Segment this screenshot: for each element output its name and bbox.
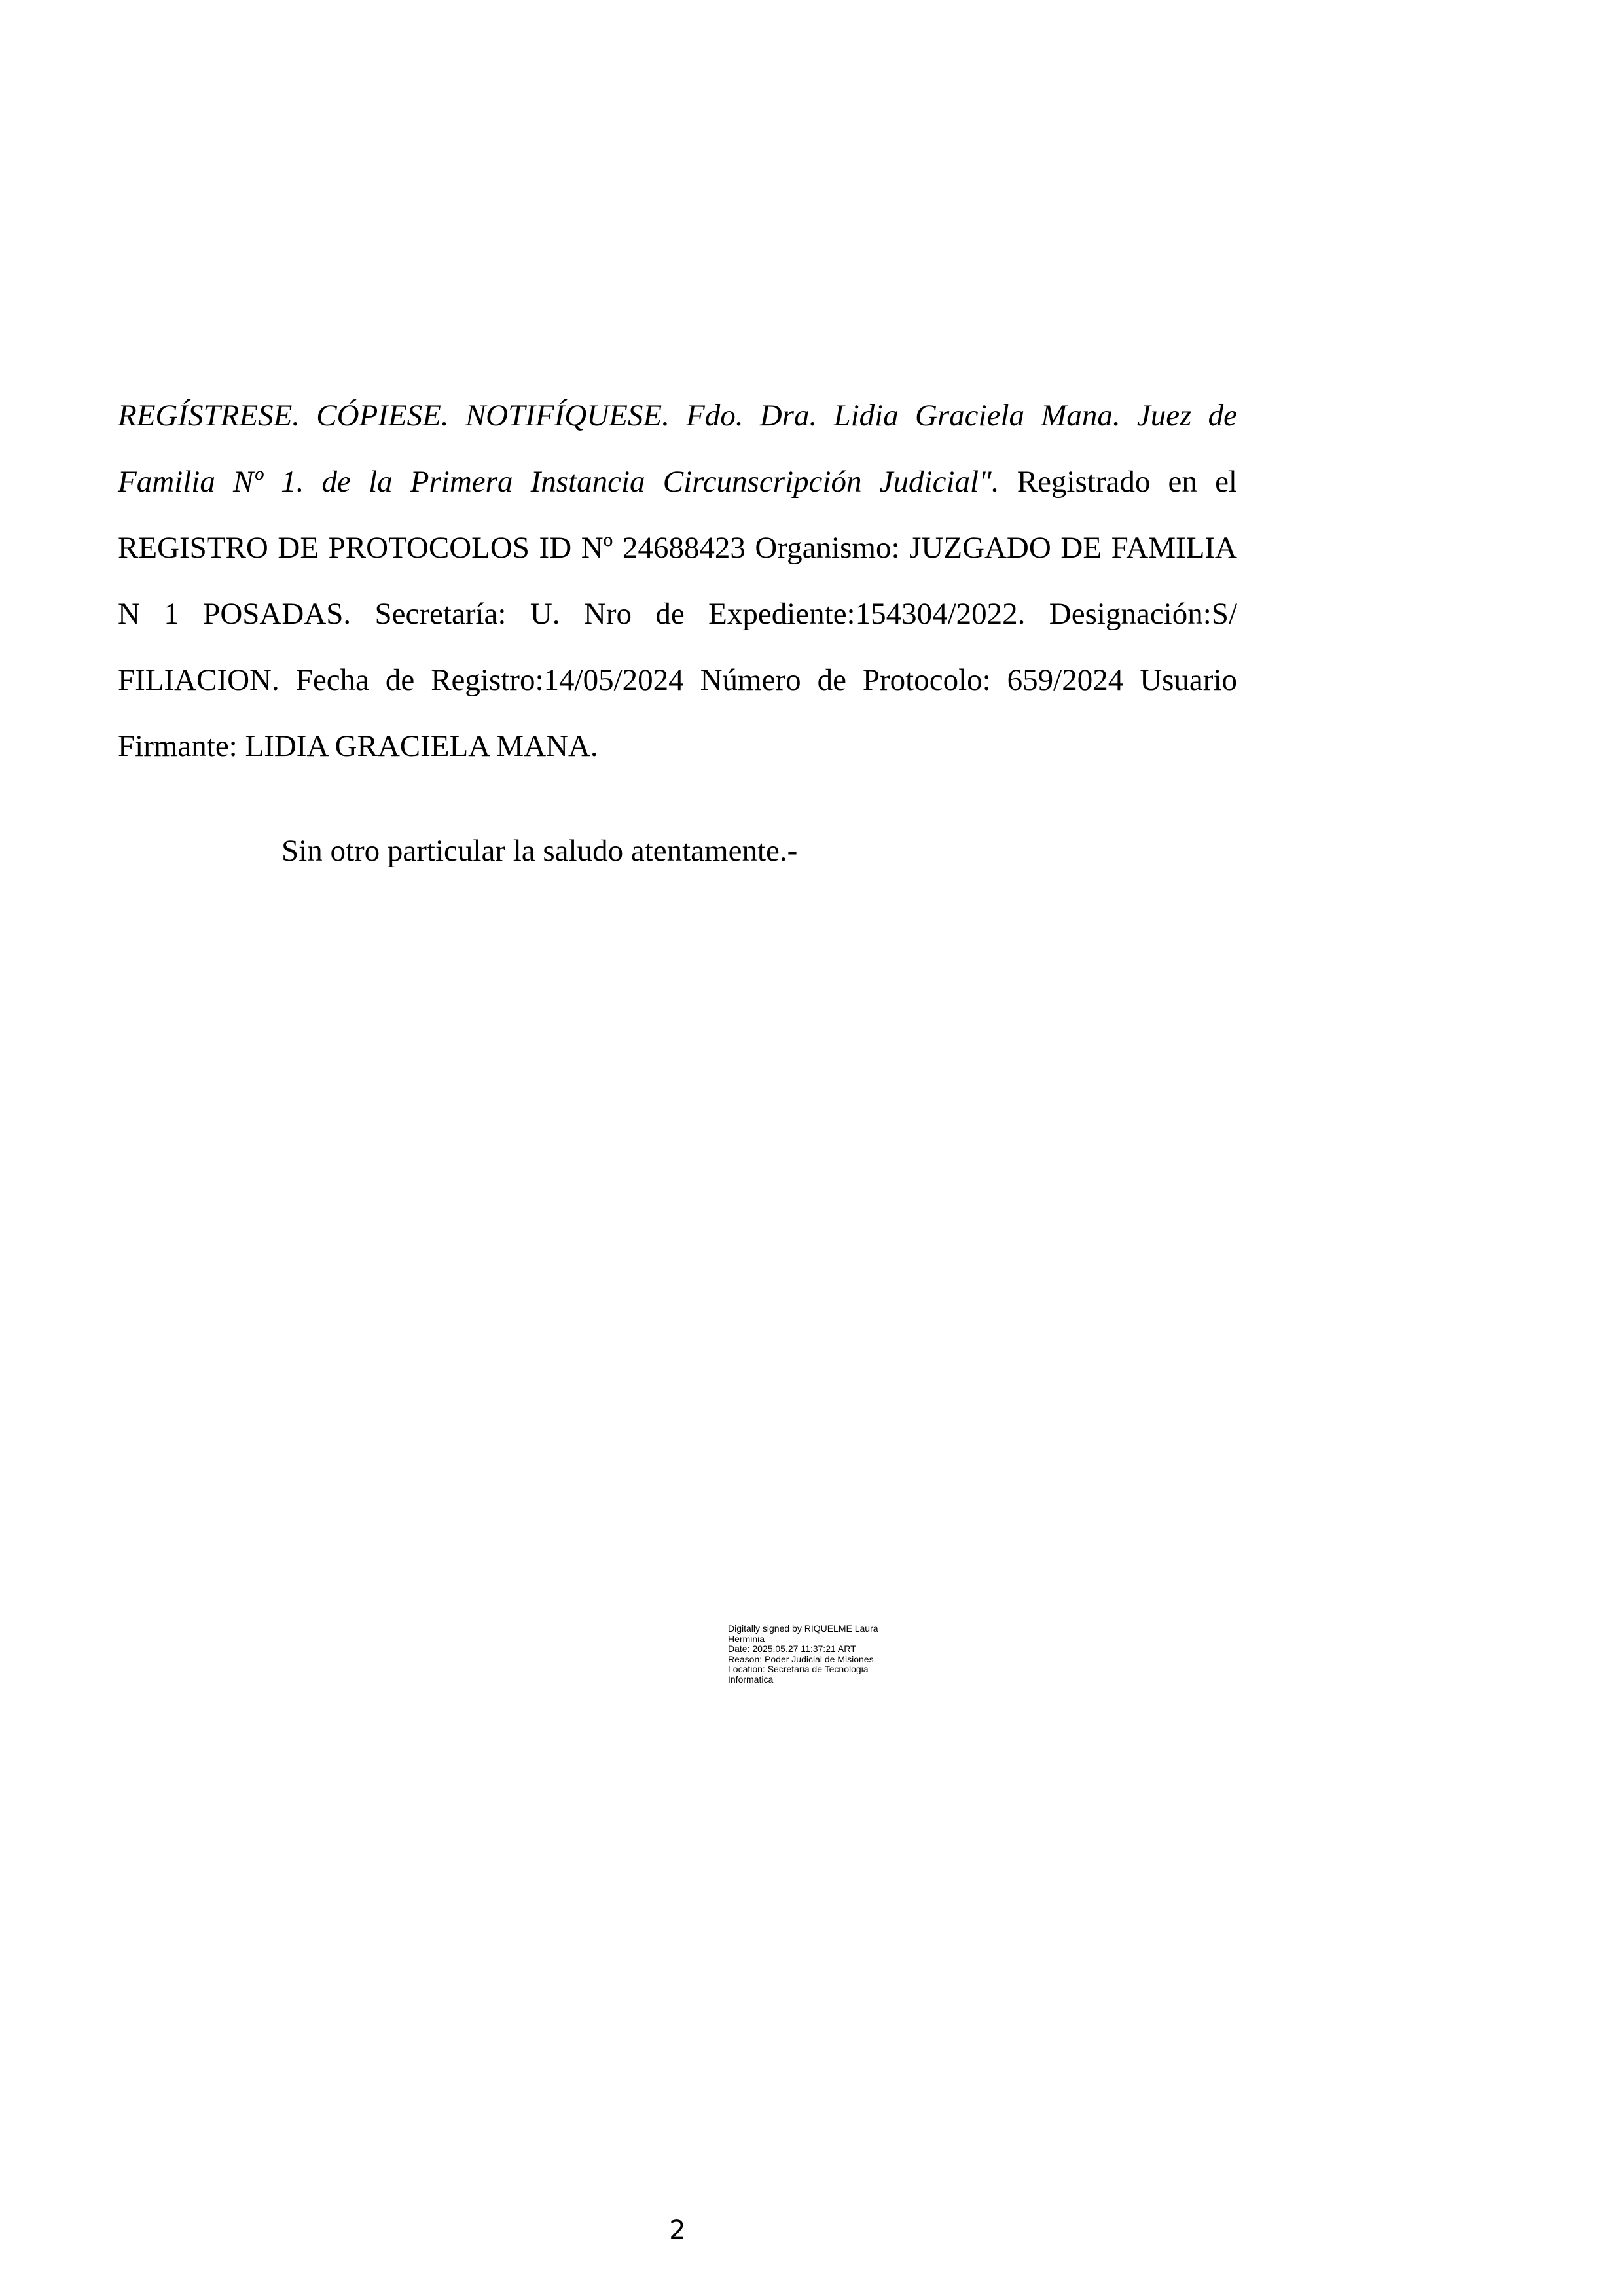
page-number: 2 xyxy=(669,2215,686,2246)
registration-details: Registrado en el REGISTRO DE PROTOCOLOS ID Nº 24688423 Organismo: JUZGADO DE FAMILIA N 1 POSADAS. Secretaría: U. Nro de Expediente:154304/2022. Designación:S/ FILIACION. Fecha de Registro:14/05/2024 Número de Protocolo: 659/2024 Usuario Firmante: LIDIA GRACIELA MANA. xyxy=(118,465,1237,763)
signature-line: Reason: Poder Judicial de Misiones xyxy=(728,1653,874,1664)
court-order-quote: REGÍSTRESE. CÓPIESE. NOTIFÍQUESE. Fdo. Dra. Lidia Graciela Mana. Juez de Familia Nº 1. de la Primera Instancia Circunscripción Judicial". xyxy=(118,399,1237,499)
signature-line: Informatica xyxy=(728,1674,774,1685)
signature-line: Digitally signed by RIQUELME Laura xyxy=(728,1623,878,1634)
signature-line: Location: Secretaria de Tecnologia xyxy=(728,1664,869,1674)
closing-salutation: Sin otro particular la saludo atentamente.- xyxy=(281,834,798,868)
digital-signature-stamp xyxy=(728,1624,944,1685)
signature-line: Date: 2025.05.27 11:37:21 ART xyxy=(728,1643,856,1654)
body-paragraph xyxy=(118,383,1237,780)
signature-line: Herminia xyxy=(728,1633,765,1644)
